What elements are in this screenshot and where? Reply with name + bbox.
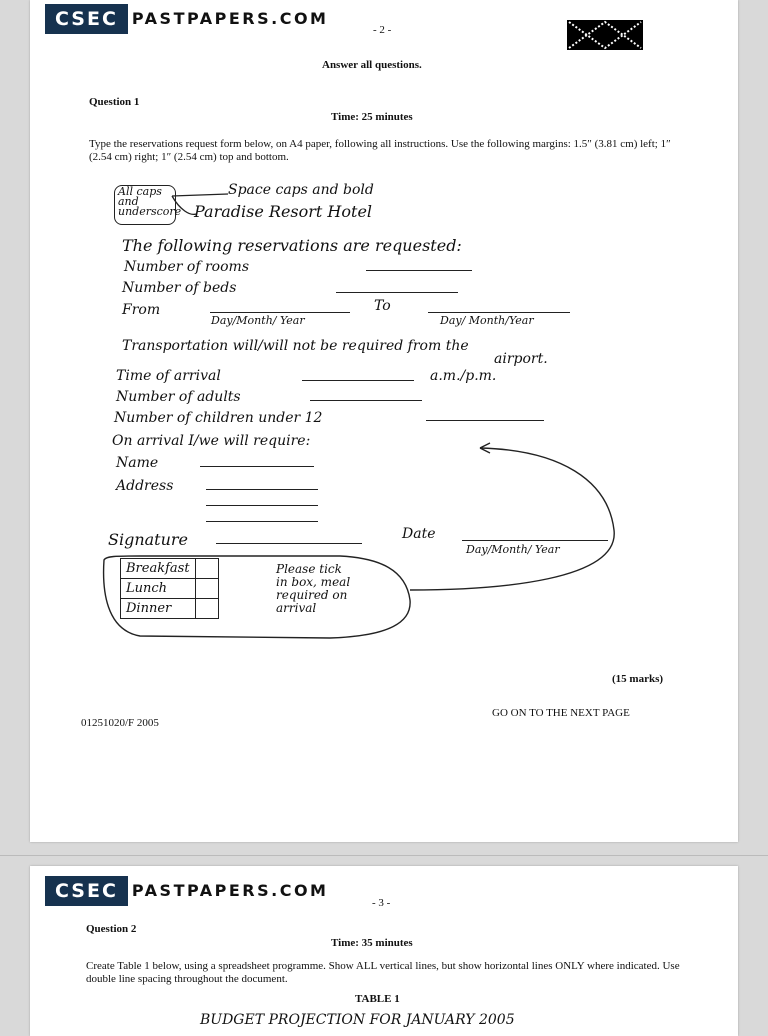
transport-line: Transportation will/will not be required from the (122, 338, 469, 354)
rooms-label: Number of rooms (124, 259, 250, 275)
tick-note-line: arrival (276, 601, 317, 615)
to-line[interactable] (428, 312, 570, 313)
signature-label: Signature (108, 530, 189, 549)
rooms-line[interactable] (366, 270, 472, 271)
logo-box-text: CSEC (45, 876, 128, 906)
meal-label: Dinner (121, 599, 196, 619)
redaction-mark (567, 20, 643, 50)
meal-tick-box[interactable] (195, 579, 218, 599)
tick-note-line: required on (276, 588, 348, 602)
caps-note: All caps and underscore (118, 185, 182, 218)
intro-line: The following reservations are requested: (122, 236, 462, 255)
question-instructions: Create Table 1 below, using a spreadsheet programme. Show ALL vertical lines, but show horizontal lines ONLY where indicated. Use double line spacing throughout the document. (86, 960, 680, 985)
question-label: Question 1 (89, 96, 140, 108)
table-label: TABLE 1 (355, 993, 400, 1005)
page-number: - 2 - (373, 24, 392, 36)
site-logo[interactable] (45, 876, 328, 906)
address-label: Address (116, 478, 174, 494)
transport-line-2: airport. (494, 351, 548, 367)
beds-label: Number of beds (122, 280, 237, 296)
time-allowed: Time: 35 minutes (331, 937, 413, 949)
handwritten-table-title: BUDGET PROJECTION FOR JANUARY 2005 (200, 1012, 515, 1028)
to-label: To (374, 298, 391, 314)
from-label: From (122, 302, 161, 318)
meal-row (121, 559, 219, 579)
marks-label: (15 marks) (612, 673, 664, 685)
meal-label: Lunch (121, 579, 196, 599)
tick-note-line: Please tick (276, 562, 342, 576)
page-number: - 3 - (372, 897, 391, 909)
from-line[interactable] (210, 312, 350, 313)
ampm-label: a.m./p.m. (430, 368, 497, 384)
beds-line[interactable] (336, 292, 458, 293)
caps-note-box (114, 185, 182, 225)
document-page-2 (30, 866, 738, 1036)
meal-tick-box[interactable] (195, 559, 218, 579)
children-label: Number of children under 12 (114, 410, 323, 426)
adults-label: Number of adults (116, 389, 241, 405)
answer-all-heading: Answer all questions. (322, 59, 422, 71)
logo-rest-text: PASTPAPERS.COM (128, 876, 329, 906)
arrival-time-line[interactable] (302, 380, 414, 381)
space-caps-note: Space caps and bold (228, 182, 374, 198)
paper-code: 01251020/F 2005 (81, 717, 159, 729)
time-allowed: Time: 25 minutes (331, 111, 413, 123)
question-instructions: Type the reservations request form below, on A4 paper, following all instructions. Use the following margins: 1.5″ (3.81 cm) left; 1″ (2.54 cm) right; 1″ (2.54 cm) top and bottom. (89, 138, 671, 163)
meal-row (121, 599, 219, 619)
adults-line[interactable] (310, 400, 422, 401)
tick-note-line: in box, meal (276, 575, 351, 589)
document-page-1 (30, 0, 738, 842)
hotel-title: Paradise Resort Hotel (194, 202, 373, 221)
from-date-format: Day/Month/ Year (211, 314, 305, 327)
page-gap-divider (0, 855, 768, 856)
children-line[interactable] (426, 420, 544, 421)
meal-row (121, 579, 219, 599)
name-label: Name (116, 455, 159, 471)
logo-box-text: CSEC (45, 4, 128, 34)
tick-note (276, 563, 350, 615)
date-format: Day/Month/ Year (466, 543, 560, 556)
logo-rest-text: PASTPAPERS.COM (128, 4, 329, 34)
arrival-time-label: Time of arrival (116, 368, 221, 384)
site-logo[interactable] (45, 4, 328, 34)
meal-label: Breakfast (121, 559, 196, 579)
date-label: Date (402, 526, 436, 542)
on-arrival-line: On arrival I/we will require: (112, 433, 311, 449)
meal-table (120, 558, 219, 619)
question-label: Question 2 (86, 923, 137, 935)
to-date-format: Day/ Month/Year (440, 314, 534, 327)
meal-tick-box[interactable] (195, 599, 218, 619)
go-on-next-page: GO ON TO THE NEXT PAGE (492, 707, 630, 719)
